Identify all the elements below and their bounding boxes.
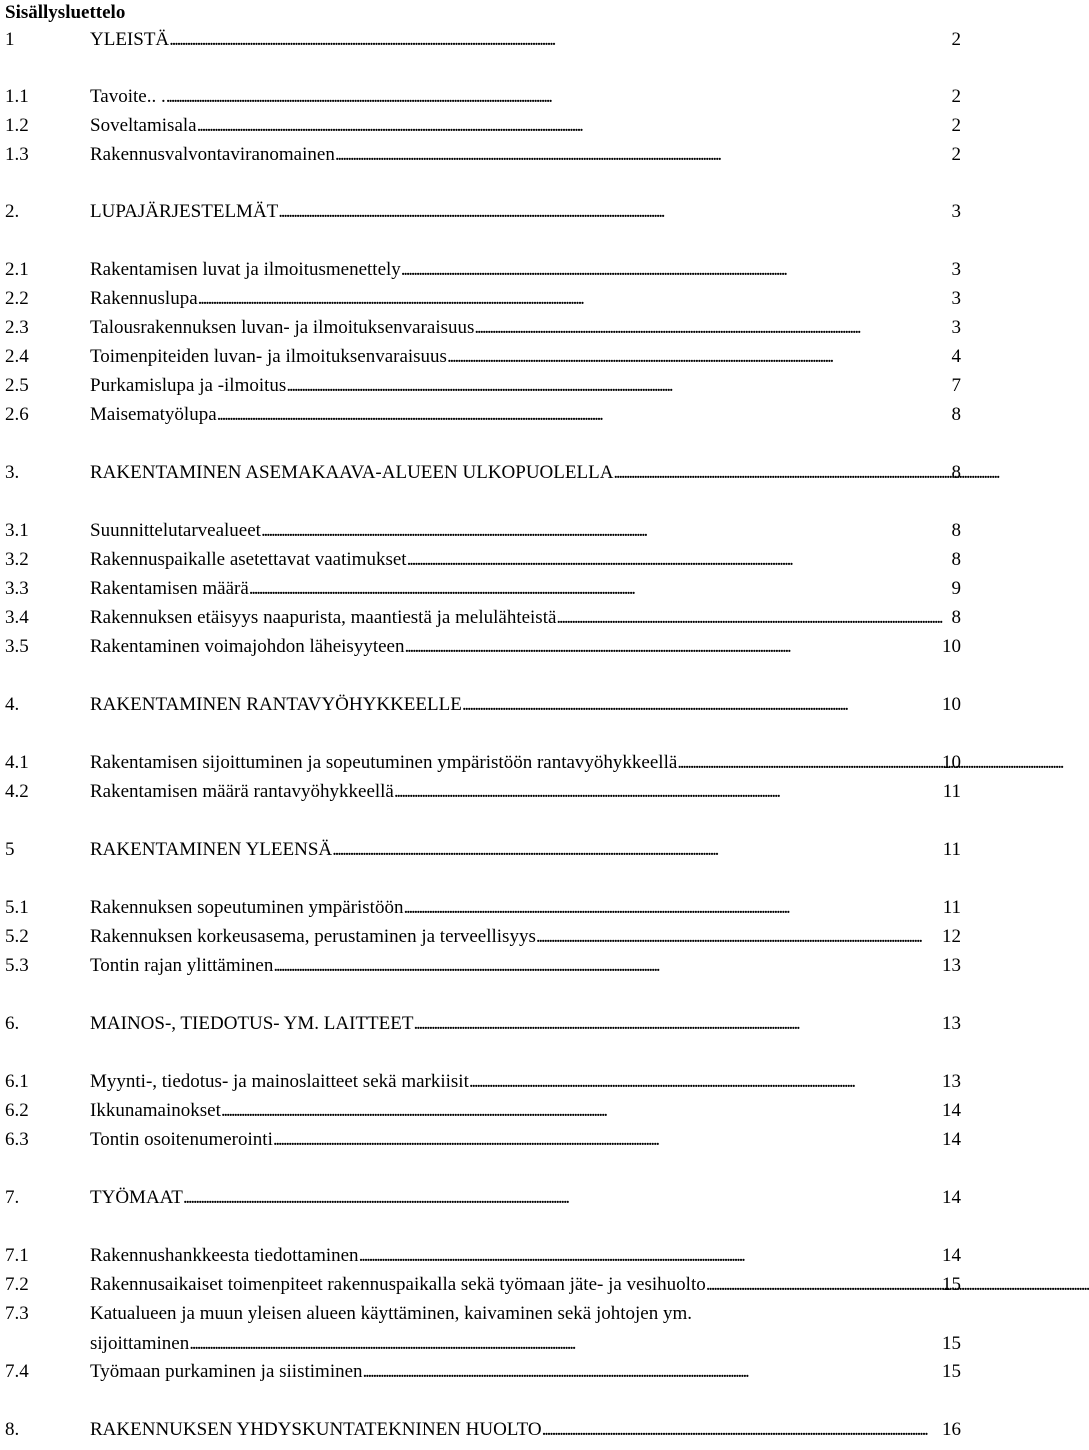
toc-entry-title: Rakentamisen luvat ja ilmoitusmenettely bbox=[90, 259, 401, 280]
toc-entry-5-1[interactable] bbox=[5, 896, 961, 920]
toc-entry-number: 7.4 bbox=[5, 1361, 29, 1382]
dot-leader bbox=[404, 635, 940, 659]
toc-entry-title: Rakentamisen määrä bbox=[90, 578, 249, 599]
toc-entry-title: Tavoite.. . bbox=[90, 86, 166, 107]
dot-leader bbox=[363, 1360, 940, 1384]
toc-entry-2-4[interactable] bbox=[5, 345, 961, 369]
toc-entry-3-4[interactable] bbox=[5, 606, 961, 630]
dot-leader bbox=[403, 896, 940, 920]
dot-leader bbox=[335, 143, 950, 167]
toc-entry-page: 11 bbox=[942, 897, 961, 918]
toc-entry-page: 2 bbox=[951, 144, 961, 165]
toc-entry-title: Tontin osoitenumerointi bbox=[90, 1129, 273, 1150]
toc-entry-7-2[interactable] bbox=[5, 1273, 961, 1297]
toc-entry-number: 5.2 bbox=[5, 926, 29, 947]
toc-entry-page: 15 bbox=[942, 1274, 961, 1295]
toc-entry-page: 10 bbox=[942, 636, 961, 657]
toc-entry-1-3[interactable] bbox=[5, 143, 961, 167]
toc-entry-page: 3 bbox=[951, 317, 961, 338]
toc-entry-title: Rakennushankkeesta tiedottaminen bbox=[90, 1245, 359, 1266]
toc-entry-page: 2 bbox=[951, 29, 961, 50]
toc-entry-page: 13 bbox=[942, 955, 961, 976]
dot-leader bbox=[273, 954, 940, 978]
toc-entry-number: 8. bbox=[5, 1419, 20, 1440]
toc-entry-page: 10 bbox=[942, 752, 961, 773]
toc-entry-6[interactable] bbox=[5, 1012, 961, 1036]
dot-leader bbox=[197, 114, 950, 138]
toc-entry-title: LUPAJÄRJESTELMÄT bbox=[90, 201, 279, 222]
dot-leader bbox=[169, 28, 949, 52]
dot-leader bbox=[183, 1186, 940, 1210]
toc-entry-number: 5 bbox=[5, 839, 15, 860]
toc-entry-page: 3 bbox=[951, 259, 961, 280]
toc-entry-page: 9 bbox=[951, 578, 961, 599]
toc-entry-title: Talousrakennuksen luvan- ja ilmoituksenvaraisuus bbox=[90, 317, 475, 338]
toc-entry-3-2[interactable] bbox=[5, 548, 961, 572]
toc-entry-8[interactable] bbox=[5, 1418, 961, 1442]
toc-entry-2-2[interactable] bbox=[5, 287, 961, 311]
toc-entry-page: 10 bbox=[942, 694, 961, 715]
dot-leader bbox=[166, 85, 950, 109]
toc-entry-number: 1 bbox=[5, 29, 15, 50]
toc-entry-title: Työmaan purkaminen ja siistiminen bbox=[90, 1361, 363, 1382]
dot-leader bbox=[401, 258, 950, 282]
toc-entry-title: Rakennusaikaiset toimenpiteet rakennuspaikalla sekä työmaan jäte- ja vesihuolto bbox=[90, 1274, 706, 1295]
toc-entry-5[interactable] bbox=[5, 838, 961, 862]
toc-entry-number: 6.2 bbox=[5, 1100, 29, 1121]
toc-entry-title: MAINOS-, TIEDOTUS- YM. LAITTEET bbox=[90, 1013, 414, 1034]
toc-entry-3-3[interactable] bbox=[5, 577, 961, 601]
toc-entry-page: 14 bbox=[942, 1100, 961, 1121]
dot-leader bbox=[261, 519, 950, 543]
toc-entry-title: Purkamislupa ja -ilmoitus bbox=[90, 375, 287, 396]
toc-entry-3[interactable] bbox=[5, 461, 961, 485]
toc-entry-number: 3.1 bbox=[5, 520, 29, 541]
dot-leader bbox=[536, 925, 940, 949]
toc-entry-number: 2.5 bbox=[5, 375, 29, 396]
toc-entry-number: 7.3 bbox=[5, 1303, 29, 1324]
dot-leader bbox=[542, 1418, 940, 1442]
toc-entry-number: 2. bbox=[5, 201, 20, 222]
dot-leader bbox=[474, 316, 949, 340]
toc-entry-title: Maisematyölupa bbox=[90, 404, 217, 425]
dot-leader bbox=[286, 374, 949, 398]
toc-entry-number: 7. bbox=[5, 1187, 20, 1208]
toc-entry-title: RAKENTAMINEN RANTAVYÖHYKKEELLE bbox=[90, 694, 462, 715]
toc-entry-number: 4.1 bbox=[5, 752, 29, 773]
toc-entry-7-1[interactable] bbox=[5, 1244, 961, 1268]
toc-entry-number: 6.3 bbox=[5, 1129, 29, 1150]
toc-entry-number: 3.4 bbox=[5, 607, 29, 628]
toc-entry-number: 1.2 bbox=[5, 115, 29, 136]
dot-leader bbox=[249, 577, 950, 601]
toc-entry-number: 2.6 bbox=[5, 404, 29, 425]
dot-leader bbox=[189, 1332, 940, 1356]
toc-entry-page: 4 bbox=[951, 346, 961, 367]
toc-entry-number: 3.5 bbox=[5, 636, 29, 657]
toc-entry-2-6[interactable] bbox=[5, 403, 961, 427]
toc-entry-title: Rakentamisen sijoittuminen ja sopeutuminen ympäristöön rantavyöhykkeellä bbox=[90, 752, 678, 773]
toc-entry-page: 15 bbox=[942, 1333, 961, 1354]
toc-entry-page: 14 bbox=[942, 1245, 961, 1266]
toc-entry-page: 8 bbox=[951, 607, 961, 628]
toc-title: Sisällysluettelo bbox=[5, 2, 126, 23]
dot-leader bbox=[462, 693, 940, 717]
toc-entry-1-1[interactable] bbox=[5, 85, 961, 109]
toc-entry-page: 8 bbox=[951, 404, 961, 425]
toc-entry-title: Rakentaminen voimajohdon läheisyyteen bbox=[90, 636, 405, 657]
toc-entry-page: 7 bbox=[951, 375, 961, 396]
toc-entry-page: 13 bbox=[942, 1013, 961, 1034]
toc-entry-page: 14 bbox=[942, 1187, 961, 1208]
toc-entry-7-4[interactable] bbox=[5, 1360, 961, 1384]
toc-entry-page: 3 bbox=[951, 201, 961, 222]
dot-leader bbox=[447, 345, 950, 369]
toc-entry-title-line2: sijoittaminen bbox=[90, 1333, 190, 1354]
toc-entry-page: 14 bbox=[942, 1129, 961, 1150]
toc-entry-page: 3 bbox=[951, 288, 961, 309]
toc-entry-4-1[interactable] bbox=[5, 751, 961, 775]
toc-entry-title: TYÖMAAT bbox=[90, 1187, 183, 1208]
dot-leader bbox=[198, 287, 950, 311]
toc-entry-number: 6.1 bbox=[5, 1071, 29, 1092]
toc-entry-title: Suunnittelutarvealueet bbox=[90, 520, 261, 541]
toc-entry-title: Ikkunamainokset bbox=[90, 1100, 221, 1121]
dot-leader bbox=[407, 548, 950, 572]
toc-entry-title: RAKENNUKSEN YHDYSKUNTATEKNINEN HUOLTO bbox=[90, 1419, 542, 1440]
toc-entry-number: 2.1 bbox=[5, 259, 29, 280]
dot-leader bbox=[278, 200, 949, 224]
toc-entry-title: Rakennuslupa bbox=[90, 288, 198, 309]
toc-entry-title: Toimenpiteiden luvan- ja ilmoituksenvaraisuus bbox=[90, 346, 447, 367]
toc-entry-1-2[interactable] bbox=[5, 114, 961, 138]
toc-entry-title: YLEISTÄ bbox=[90, 29, 170, 50]
toc-entry-page: 8 bbox=[951, 520, 961, 541]
toc-entry-number: 2.3 bbox=[5, 317, 29, 338]
dot-leader bbox=[273, 1128, 940, 1152]
toc-entry-page: 2 bbox=[951, 86, 961, 107]
toc-entry-2-3[interactable] bbox=[5, 316, 961, 340]
toc-entry-title: Rakennuksen korkeusasema, perustaminen ja terveellisyys bbox=[90, 926, 536, 947]
dot-leader bbox=[613, 461, 949, 485]
toc-entry-title: Rakennusvalvontaviranomainen bbox=[90, 144, 335, 165]
toc-entry-3-5[interactable] bbox=[5, 635, 961, 659]
dot-leader bbox=[332, 838, 941, 862]
toc-entry-page: 8 bbox=[951, 549, 961, 570]
toc-entry-title-line1: Katualueen ja muun yleisen alueen käyttäminen, kaivaminen sekä johtojen ym. bbox=[90, 1303, 693, 1324]
toc-entry-page: 11 bbox=[942, 839, 961, 860]
toc-entry-number: 1.3 bbox=[5, 144, 29, 165]
toc-entry-number: 1.1 bbox=[5, 86, 29, 107]
toc-entry-number: 6. bbox=[5, 1013, 20, 1034]
toc-entry-page: 8 bbox=[951, 462, 961, 483]
toc-entry-1[interactable] bbox=[5, 28, 961, 52]
toc-entry-number: 2.2 bbox=[5, 288, 29, 309]
toc-entry-number: 5.3 bbox=[5, 955, 29, 976]
dot-leader bbox=[359, 1244, 940, 1268]
toc-entry-title: Rakennuksen etäisyys naapurista, maantiestä ja melulähteistä bbox=[90, 607, 557, 628]
toc-entry-number: 7.2 bbox=[5, 1274, 29, 1295]
toc-entry-7[interactable] bbox=[5, 1186, 961, 1210]
toc-entry-page: 12 bbox=[942, 926, 961, 947]
toc-entry-2-5[interactable] bbox=[5, 374, 961, 398]
dot-leader bbox=[217, 403, 950, 427]
toc-entry-number: 7.1 bbox=[5, 1245, 29, 1266]
toc-entry-number: 3.3 bbox=[5, 578, 29, 599]
toc-entry-6-2[interactable] bbox=[5, 1099, 961, 1123]
toc-entry-2-1[interactable] bbox=[5, 258, 961, 282]
toc-entry-title: Rakentamisen määrä rantavyöhykkeellä bbox=[90, 781, 394, 802]
dot-leader bbox=[413, 1012, 940, 1036]
dot-leader bbox=[221, 1099, 940, 1123]
toc-entry-page: 16 bbox=[942, 1419, 961, 1440]
toc-entry-page: 2 bbox=[951, 115, 961, 136]
toc-entry-number: 2.4 bbox=[5, 346, 29, 367]
toc-entry-title: RAKENTAMINEN YLEENSÄ bbox=[90, 839, 333, 860]
toc-entry-6-3[interactable] bbox=[5, 1128, 961, 1152]
toc-entry-number: 3.2 bbox=[5, 549, 29, 570]
dot-leader bbox=[706, 1273, 940, 1297]
toc-entry-3-1[interactable] bbox=[5, 519, 961, 543]
toc-entry-page: 11 bbox=[942, 781, 961, 802]
toc-entry-title: Tontin rajan ylittäminen bbox=[90, 955, 274, 976]
toc-entry-7-3[interactable] bbox=[5, 1302, 961, 1356]
toc-entry-page: 15 bbox=[942, 1361, 961, 1382]
toc-entry-number: 5.1 bbox=[5, 897, 29, 918]
toc-entry-5-3[interactable] bbox=[5, 954, 961, 978]
toc-entry-title: Soveltamisala bbox=[90, 115, 197, 136]
toc-entry-6-1[interactable] bbox=[5, 1070, 961, 1094]
toc-entry-title: RAKENTAMINEN ASEMAKAAVA-ALUEEN ULKOPUOLELLA bbox=[90, 462, 614, 483]
dot-leader bbox=[394, 780, 941, 804]
toc-entry-number: 3. bbox=[5, 462, 20, 483]
dot-leader bbox=[556, 606, 949, 630]
toc-entry-2[interactable] bbox=[5, 200, 961, 224]
dot-leader bbox=[469, 1070, 940, 1094]
toc-entry-page: 13 bbox=[942, 1071, 961, 1092]
dot-leader bbox=[677, 751, 940, 775]
toc-entry-number: 4. bbox=[5, 694, 20, 715]
toc-entry-title: Myynti-, tiedotus- ja mainoslaitteet sekä markiisit bbox=[90, 1071, 469, 1092]
toc-entry-title: Rakennuksen sopeutuminen ympäristöön bbox=[90, 897, 404, 918]
toc-entry-title: Rakennuspaikalle asetettavat vaatimukset bbox=[90, 549, 407, 570]
toc-entry-4[interactable] bbox=[5, 693, 961, 717]
toc-entry-4-2[interactable] bbox=[5, 780, 961, 804]
toc-entry-number: 4.2 bbox=[5, 781, 29, 802]
toc-entry-5-2[interactable] bbox=[5, 925, 961, 949]
